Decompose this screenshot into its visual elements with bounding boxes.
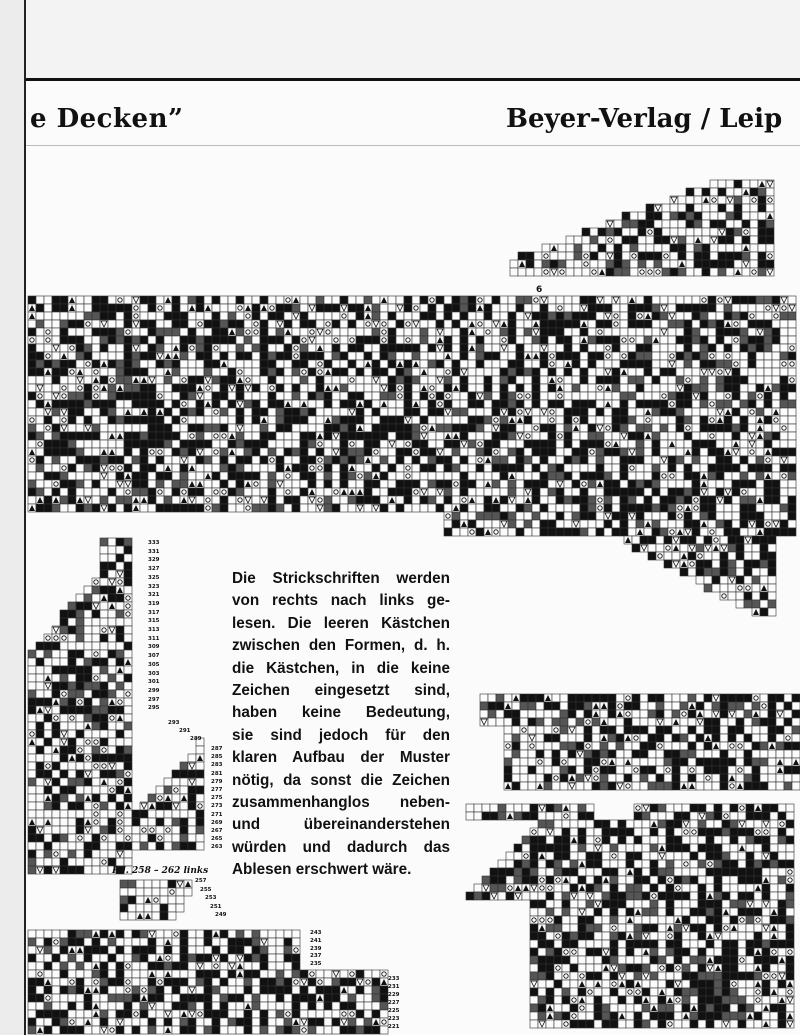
row-number: 233 xyxy=(388,976,400,982)
row-number: 289 xyxy=(190,736,202,742)
chart-small xyxy=(120,880,192,920)
row-number: 315 xyxy=(148,618,160,625)
instruction-line: Die Strickschriften werden xyxy=(232,570,450,587)
row-number: 283 xyxy=(211,762,223,769)
row-number: 271 xyxy=(211,811,223,818)
row-number: 273 xyxy=(211,803,223,810)
chart-band-extension xyxy=(624,536,776,616)
row-number: 255 xyxy=(200,886,212,893)
instruction-line: zusammenhanglos neben- xyxy=(232,794,450,812)
row-number: 253 xyxy=(205,895,217,901)
page-header-left: e Decken” xyxy=(30,104,184,134)
row-number: 329 xyxy=(148,557,160,564)
instruction-line: lesen. Die leeren Kästchen xyxy=(232,614,450,632)
instruction-line: und übereinanderstehen xyxy=(232,816,450,834)
row-number: 231 xyxy=(388,984,400,990)
row-number: 303 xyxy=(148,670,160,677)
row-number: 239 xyxy=(310,945,322,952)
row-number: 235 xyxy=(310,961,322,968)
row-number: 305 xyxy=(148,661,160,668)
row-number: 243 xyxy=(310,930,322,936)
row-number: 301 xyxy=(148,679,160,686)
row-number: 321 xyxy=(148,592,160,599)
row-number: 249 xyxy=(215,912,227,918)
row-number: 287 xyxy=(211,746,223,752)
row-number: 229 xyxy=(388,992,400,998)
instruction-line: die Kästchen, in die keine xyxy=(232,659,450,677)
row-number: 285 xyxy=(211,754,223,761)
row-number: 331 xyxy=(148,548,160,555)
row-number: 333 xyxy=(148,540,160,546)
round-label: Rd. 258 – 262 links xyxy=(112,866,209,876)
row-number: 275 xyxy=(211,795,223,802)
row-number: 327 xyxy=(148,566,160,573)
row-number: 325 xyxy=(148,574,160,581)
row-number: 299 xyxy=(148,687,160,694)
row-number: 267 xyxy=(211,828,223,834)
row-number: 263 xyxy=(211,844,223,851)
chart-top-right xyxy=(510,180,774,276)
chart-bottom-left-ext xyxy=(300,970,388,1034)
page-header-publisher: Beyer-Verlag / Leip xyxy=(506,104,783,134)
instruction-line: Ablesen erschwert wäre. xyxy=(232,861,412,879)
row-number: 319 xyxy=(148,600,160,607)
chart-right-lower xyxy=(466,804,794,1028)
row-number: 269 xyxy=(211,819,223,826)
row-number: 277 xyxy=(211,787,223,793)
instruction-line: würden und dadurch das xyxy=(232,838,450,856)
chart-left-pyramid xyxy=(132,738,204,850)
row-number: 227 xyxy=(388,1000,400,1006)
row-number: 241 xyxy=(310,937,322,944)
instruction-line: haben keine Bedeutung, xyxy=(232,704,450,722)
row-number: 295 xyxy=(148,705,160,712)
row-number: 225 xyxy=(388,1008,400,1014)
row-number: 297 xyxy=(148,696,160,703)
column-mark: 6 xyxy=(536,285,543,295)
row-number: 221 xyxy=(388,1024,400,1030)
row-number: 307 xyxy=(148,653,160,660)
row-number: 309 xyxy=(148,644,160,651)
row-number: 279 xyxy=(211,778,223,785)
row-number: 237 xyxy=(310,953,322,960)
row-number: 293 xyxy=(168,720,180,726)
instructions-text xyxy=(232,568,450,882)
row-number: 223 xyxy=(388,1016,400,1022)
row-number: 257 xyxy=(195,878,207,884)
chart-main-band xyxy=(28,296,796,536)
instruction-line: sie sind jedoch für den xyxy=(232,726,450,744)
instruction-line: Zeichen eingesetzt sind, xyxy=(232,682,450,700)
instruction-line: klaren Aufbau der Muster xyxy=(232,749,450,767)
instruction-line: von rechts nach links ge- xyxy=(232,592,450,610)
instruction-line: zwischen den Formen, d. h. xyxy=(232,637,450,655)
row-number: 251 xyxy=(210,903,222,910)
row-number: 313 xyxy=(148,627,160,633)
row-number: 265 xyxy=(211,836,223,843)
row-number: 323 xyxy=(148,583,160,590)
row-number: 281 xyxy=(211,770,223,777)
row-number: 317 xyxy=(148,609,160,616)
chart-bottom-left xyxy=(28,930,300,1034)
chart-left-column xyxy=(28,538,132,874)
chart-right-middle xyxy=(480,694,800,790)
row-number: 311 xyxy=(148,635,160,642)
row-number: 291 xyxy=(179,728,191,734)
instruction-line: nötig, da sonst die Zeichen xyxy=(232,771,450,789)
